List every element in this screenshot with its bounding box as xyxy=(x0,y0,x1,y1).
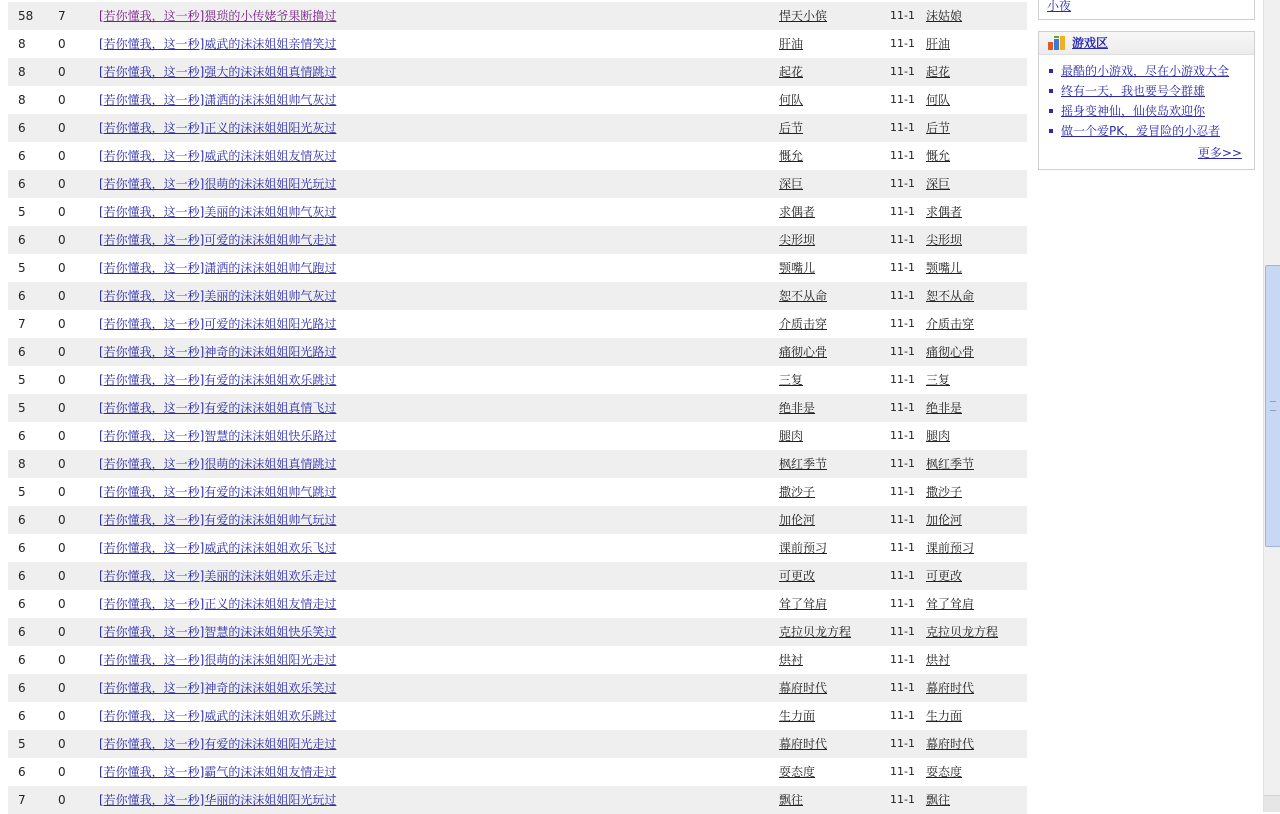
post-date: 11-1 xyxy=(890,9,915,22)
views-count: 6 xyxy=(18,541,26,555)
table-row xyxy=(8,422,1027,450)
table-row xyxy=(8,142,1027,170)
author-link[interactable]: 介质击穿 xyxy=(779,317,828,331)
post-date: 11-1 xyxy=(890,401,915,414)
table-row xyxy=(8,366,1027,394)
thread-title-link[interactable]: [若你懂我，这一秒]有爱的沫沫姐姐真情飞过 xyxy=(99,401,337,415)
thread-title-link[interactable]: [若你懂我，这一秒]威武的沫沫姐姐友情灰过 xyxy=(99,149,337,163)
post-date: 11-1 xyxy=(890,681,915,694)
thread-title-link[interactable]: [若你懂我，这一秒]有爱的沫沫姐姐欢乐跳过 xyxy=(99,373,337,387)
last-reply-link[interactable]: 枫红季节 xyxy=(926,457,975,471)
author-link[interactable]: 可更改 xyxy=(779,569,816,583)
table-row xyxy=(8,30,1027,58)
game-zone-title[interactable]: 游戏区 xyxy=(1072,36,1109,50)
scrollbar-thumb[interactable] xyxy=(1265,265,1280,547)
game-link-list xyxy=(1039,55,1254,141)
last-reply-link[interactable]: 幕府时代 xyxy=(926,681,975,695)
replies-count: 0 xyxy=(58,457,66,471)
table-row xyxy=(8,730,1027,758)
post-date: 11-1 xyxy=(890,289,915,302)
thread-title-link[interactable]: [若你懂我，这一秒]智慧的沫沫姐姐快乐笑过 xyxy=(99,625,337,639)
table-row xyxy=(8,394,1027,422)
thread-title-link[interactable]: [若你懂我，这一秒]猥琐的小传姥爷果断撸过 xyxy=(99,9,337,23)
post-date: 11-1 xyxy=(890,541,915,554)
replies-count: 0 xyxy=(58,681,66,695)
thread-title-link[interactable]: [若你懂我，这一秒]正义的沫沫姐姐阳光灰过 xyxy=(99,121,337,135)
views-count: 7 xyxy=(18,793,26,807)
views-count: 58 xyxy=(18,9,34,23)
table-row xyxy=(8,758,1027,786)
thread-title-link[interactable]: [若你懂我，这一秒]正义的沫沫姐姐友情走过 xyxy=(99,597,337,611)
game-link-item xyxy=(1049,101,1254,121)
table-row xyxy=(8,618,1027,646)
replies-count: 0 xyxy=(58,121,66,135)
last-reply-link[interactable]: 幕府时代 xyxy=(926,737,975,751)
author-link[interactable]: 起花 xyxy=(779,65,804,79)
author-link[interactable]: 求偶者 xyxy=(779,205,816,219)
views-count: 5 xyxy=(18,261,26,275)
post-date: 11-1 xyxy=(890,317,915,330)
last-reply-link[interactable]: 颚嘴儿 xyxy=(926,261,963,275)
views-count: 5 xyxy=(18,485,26,499)
table-row xyxy=(8,198,1027,226)
scroll-down-button[interactable] xyxy=(1264,795,1280,812)
table-row xyxy=(8,702,1027,730)
table-row xyxy=(8,282,1027,310)
author-link[interactable]: 肝油 xyxy=(779,37,804,51)
author-link[interactable]: 飘往 xyxy=(779,793,804,807)
replies-count: 0 xyxy=(58,653,66,667)
replies-count: 0 xyxy=(58,317,66,331)
views-count: 6 xyxy=(18,177,26,191)
blocks-icon xyxy=(1048,36,1066,50)
replies-count: 0 xyxy=(58,765,66,779)
game-link[interactable]: 摇身变神仙，仙侠岛欢迎你 xyxy=(1061,104,1206,118)
views-count: 8 xyxy=(18,37,26,51)
author-link[interactable]: 三复 xyxy=(779,373,804,387)
author-link[interactable]: 撒沙子 xyxy=(779,485,816,499)
author-link[interactable]: 尖形坝 xyxy=(779,233,816,247)
thread-title-link[interactable]: [若你懂我，这一秒]智慧的沫沫姐姐快乐路过 xyxy=(99,429,337,443)
post-date: 11-1 xyxy=(890,625,915,638)
game-link[interactable]: 做一个爱PK，爱冒险的小忍者 xyxy=(1061,124,1221,138)
author-link[interactable]: 枫红季节 xyxy=(779,457,828,471)
post-date: 11-1 xyxy=(890,709,915,722)
replies-count: 0 xyxy=(58,401,66,415)
post-date: 11-1 xyxy=(890,793,915,806)
author-link[interactable]: 耸了耸肩 xyxy=(779,597,828,611)
views-count: 8 xyxy=(18,65,26,79)
last-reply-link[interactable]: 课前预习 xyxy=(926,541,975,555)
author-link[interactable]: 深巨 xyxy=(779,177,804,191)
views-count: 6 xyxy=(18,653,26,667)
last-reply-link[interactable]: 烘衬 xyxy=(926,653,951,667)
replies-count: 0 xyxy=(58,625,66,639)
post-date: 11-1 xyxy=(890,121,915,134)
thread-title-link[interactable]: [若你懂我，这一秒]华丽的沫沫姐姐阳光玩过 xyxy=(99,793,337,807)
last-reply-link[interactable]: 撒沙子 xyxy=(926,485,963,499)
table-row xyxy=(8,786,1027,814)
views-count: 8 xyxy=(18,457,26,471)
views-count: 7 xyxy=(18,317,26,331)
replies-count: 0 xyxy=(58,37,66,51)
thread-title-link[interactable]: [若你懂我，这一秒]潇洒的沫沫姐姐帅气跑过 xyxy=(99,261,337,275)
thread-title-link[interactable]: [若你懂我，这一秒]很萌的沫沫姐姐真情跳过 xyxy=(99,457,337,471)
last-reply-link[interactable]: 后节 xyxy=(926,121,951,135)
post-date: 11-1 xyxy=(890,93,915,106)
post-date: 11-1 xyxy=(890,737,915,750)
post-date: 11-1 xyxy=(890,485,915,498)
post-date: 11-1 xyxy=(890,513,915,526)
replies-count: 0 xyxy=(58,149,66,163)
sidebar-top-box xyxy=(1038,0,1255,20)
last-reply-link[interactable]: 起花 xyxy=(926,65,951,79)
thread-title-link[interactable]: [若你懂我，这一秒]强大的沫沫姐姐真情跳过 xyxy=(99,65,337,79)
thread-title-link[interactable]: [若你懂我，这一秒]很萌的沫沫姐姐阳光走过 xyxy=(99,653,337,667)
last-reply-link[interactable]: 耍态度 xyxy=(926,765,963,779)
table-row xyxy=(8,254,1027,282)
views-count: 6 xyxy=(18,625,26,639)
post-date: 11-1 xyxy=(890,37,915,50)
game-link[interactable]: 最酷的小游戏，尽在小游戏大全 xyxy=(1061,64,1230,78)
author-link[interactable]: 幕府时代 xyxy=(779,681,828,695)
last-reply-link[interactable]: 求偶者 xyxy=(926,205,963,219)
replies-count: 0 xyxy=(58,513,66,527)
views-count: 6 xyxy=(18,233,26,247)
replies-count: 0 xyxy=(58,65,66,79)
author-link[interactable]: 耍态度 xyxy=(779,765,816,779)
thread-title-link[interactable]: [若你懂我，这一秒]可爱的沫沫姐姐帅气走过 xyxy=(99,233,337,247)
views-count: 5 xyxy=(18,205,26,219)
author-link[interactable]: 绝非是 xyxy=(779,401,816,415)
table-row xyxy=(8,590,1027,618)
thread-title-link[interactable]: [若你懂我，这一秒]神奇的沫沫姐姐阳光路过 xyxy=(99,345,337,359)
views-count: 6 xyxy=(18,345,26,359)
replies-count: 0 xyxy=(58,177,66,191)
last-reply-link[interactable]: 飘往 xyxy=(926,793,951,807)
thread-title-link[interactable]: [若你懂我，这一秒]潇洒的沫沫姐姐帅气灰过 xyxy=(99,93,337,107)
post-date: 11-1 xyxy=(890,457,915,470)
author-link[interactable]: 何队 xyxy=(779,93,804,107)
replies-count: 0 xyxy=(58,93,66,107)
thread-title-link[interactable]: [若你懂我，这一秒]威武的沫沫姐姐欢乐跳过 xyxy=(99,709,337,723)
thread-title-link[interactable]: [若你懂我，这一秒]美丽的沫沫姐姐欢乐走过 xyxy=(99,569,337,583)
author-link[interactable]: 腿肉 xyxy=(779,429,804,443)
replies-count: 0 xyxy=(58,261,66,275)
table-row xyxy=(8,562,1027,590)
post-date: 11-1 xyxy=(890,597,915,610)
views-count: 6 xyxy=(18,709,26,723)
last-reply-link[interactable]: 慨允 xyxy=(926,149,951,163)
table-row xyxy=(8,646,1027,674)
replies-count: 0 xyxy=(58,373,66,387)
thread-title-link[interactable]: [若你懂我，这一秒]有爱的沫沫姐姐帅气跳过 xyxy=(99,485,337,499)
thread-title-link[interactable]: [若你懂我，这一秒]有爱的沫沫姐姐阳光走过 xyxy=(99,737,337,751)
bullet-icon xyxy=(1049,109,1053,113)
last-reply-link[interactable]: 沫姑娘 xyxy=(926,9,963,23)
replies-count: 0 xyxy=(58,429,66,443)
post-date: 11-1 xyxy=(890,429,915,442)
author-link[interactable]: 后节 xyxy=(779,121,804,135)
more-link[interactable]: 更多>> xyxy=(1197,146,1242,160)
author-link[interactable]: 加伦河 xyxy=(779,513,816,527)
views-count: 6 xyxy=(18,149,26,163)
table-row xyxy=(8,674,1027,702)
author-link[interactable]: 颚嘴儿 xyxy=(779,261,816,275)
views-count: 6 xyxy=(18,597,26,611)
replies-count: 0 xyxy=(58,541,66,555)
table-row xyxy=(8,58,1027,86)
post-date: 11-1 xyxy=(890,149,915,162)
replies-count: 7 xyxy=(58,9,66,23)
post-date: 11-1 xyxy=(890,765,915,778)
post-date: 11-1 xyxy=(890,177,915,190)
table-row xyxy=(8,450,1027,478)
table-row xyxy=(8,2,1027,30)
thread-title-link[interactable]: [若你懂我，这一秒]美丽的沫沫姐姐帅气灰过 xyxy=(99,289,337,303)
last-reply-link[interactable]: 生力面 xyxy=(926,709,963,723)
table-row xyxy=(8,506,1027,534)
table-row xyxy=(8,310,1027,338)
table-row xyxy=(8,170,1027,198)
replies-count: 0 xyxy=(58,205,66,219)
author-link[interactable]: 烘衬 xyxy=(779,653,804,667)
author-link[interactable]: 悍天小傧 xyxy=(779,9,828,23)
game-link[interactable]: 终有一天，我也要号令群雄 xyxy=(1061,84,1206,98)
game-link-item xyxy=(1049,81,1254,101)
last-reply-link[interactable]: 克拉贝龙方程 xyxy=(926,625,999,639)
post-date: 11-1 xyxy=(890,261,915,274)
table-row xyxy=(8,226,1027,254)
views-count: 6 xyxy=(18,429,26,443)
post-date: 11-1 xyxy=(890,233,915,246)
replies-count: 0 xyxy=(58,737,66,751)
views-count: 5 xyxy=(18,401,26,415)
author-link[interactable]: 课前预习 xyxy=(779,541,828,555)
thread-title-link[interactable]: [若你懂我，这一秒]威武的沫沫姐姐亲情笑过 xyxy=(99,37,337,51)
game-link-item xyxy=(1049,121,1254,141)
views-count: 6 xyxy=(18,121,26,135)
thread-title-link[interactable]: [若你懂我，这一秒]霸气的沫沫姐姐友情走过 xyxy=(99,765,337,779)
author-link[interactable]: 幕府时代 xyxy=(779,737,828,751)
replies-count: 0 xyxy=(58,793,66,807)
last-reply-link[interactable]: 三复 xyxy=(926,373,951,387)
last-reply-link[interactable]: 何队 xyxy=(926,93,951,107)
last-reply-link[interactable]: 绝非是 xyxy=(926,401,963,415)
last-reply-link[interactable]: 恕不从命 xyxy=(926,289,975,303)
game-zone-box xyxy=(1038,31,1255,170)
last-reply-link[interactable]: 介质击穿 xyxy=(926,317,975,331)
views-count: 5 xyxy=(18,737,26,751)
grip-icon xyxy=(1270,401,1276,411)
views-count: 8 xyxy=(18,93,26,107)
bullet-icon xyxy=(1049,89,1053,93)
table-row xyxy=(8,338,1027,366)
game-zone-header xyxy=(1039,32,1254,55)
bullet-icon xyxy=(1049,129,1053,133)
author-link[interactable]: 生力面 xyxy=(779,709,816,723)
replies-count: 0 xyxy=(58,485,66,499)
replies-count: 0 xyxy=(58,289,66,303)
replies-count: 0 xyxy=(58,569,66,583)
replies-count: 0 xyxy=(58,345,66,359)
last-reply-link[interactable]: 可更改 xyxy=(926,569,963,583)
author-link[interactable]: 慨允 xyxy=(779,149,804,163)
last-reply-link[interactable]: 耸了耸肩 xyxy=(926,597,975,611)
views-count: 6 xyxy=(18,289,26,303)
table-row xyxy=(8,114,1027,142)
views-count: 6 xyxy=(18,513,26,527)
thread-title-link[interactable]: [若你懂我，这一秒]可爱的沫沫姐姐阳光路过 xyxy=(99,317,337,331)
thread-title-link[interactable]: [若你懂我，这一秒]美丽的沫沫姐姐帅气灰过 xyxy=(99,205,337,219)
last-reply-link[interactable]: 痛彻心骨 xyxy=(926,345,975,359)
thread-title-link[interactable]: [若你懂我，这一秒]神奇的沫沫姐姐欢乐笑过 xyxy=(99,681,337,695)
last-reply-link[interactable]: 加伦河 xyxy=(926,513,963,527)
game-link-item xyxy=(1049,61,1254,81)
views-count: 5 xyxy=(18,373,26,387)
bullet-icon xyxy=(1049,69,1053,73)
author-link[interactable]: 克拉贝龙方程 xyxy=(779,625,852,639)
post-date: 11-1 xyxy=(890,65,915,78)
post-date: 11-1 xyxy=(890,569,915,582)
table-row xyxy=(8,478,1027,506)
post-date: 11-1 xyxy=(890,205,915,218)
last-reply-link[interactable]: 肝油 xyxy=(926,37,951,51)
replies-count: 0 xyxy=(58,709,66,723)
views-count: 6 xyxy=(18,569,26,583)
post-date: 11-1 xyxy=(890,653,915,666)
table-row xyxy=(8,534,1027,562)
sidebar-top-link[interactable]: 小夜 xyxy=(1047,0,1072,13)
vertical-scrollbar[interactable] xyxy=(1263,0,1280,812)
last-reply-link[interactable]: 腿肉 xyxy=(926,429,951,443)
replies-count: 0 xyxy=(58,597,66,611)
last-reply-link[interactable]: 深巨 xyxy=(926,177,951,191)
thread-title-link[interactable]: [若你懂我，这一秒]威武的沫沫姐姐欢乐飞过 xyxy=(99,541,337,555)
views-count: 6 xyxy=(18,681,26,695)
views-count: 6 xyxy=(18,765,26,779)
thread-title-link[interactable]: [若你懂我，这一秒]有爱的沫沫姐姐帅气玩过 xyxy=(99,513,337,527)
post-date: 11-1 xyxy=(890,373,915,386)
last-reply-link[interactable]: 尖形坝 xyxy=(926,233,963,247)
table-row xyxy=(8,86,1027,114)
thread-title-link[interactable]: [若你懂我，这一秒]很萌的沫沫姐姐阳光玩过 xyxy=(99,177,337,191)
replies-count: 0 xyxy=(58,233,66,247)
post-date: 11-1 xyxy=(890,345,915,358)
thread-list xyxy=(8,2,1027,814)
author-link[interactable]: 痛彻心骨 xyxy=(779,345,828,359)
author-link[interactable]: 恕不从命 xyxy=(779,289,828,303)
